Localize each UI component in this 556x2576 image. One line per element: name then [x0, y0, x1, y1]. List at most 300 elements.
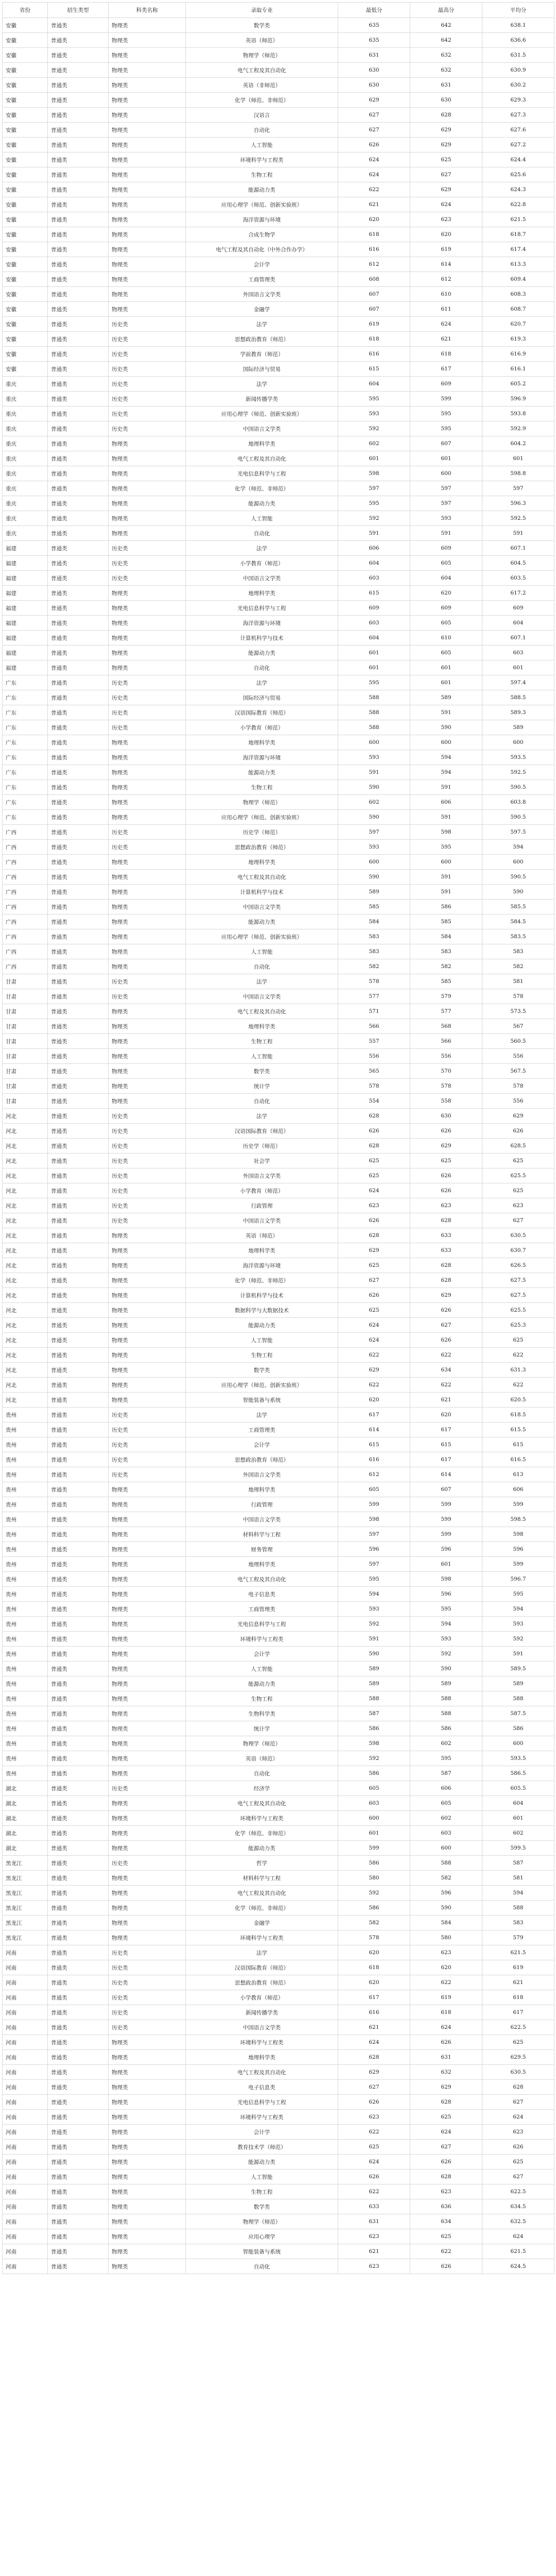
table-row: [3, 1990, 554, 2005]
cell-min-score: 589: [338, 1662, 410, 1676]
cell-enrollment-type: 普通类: [48, 1676, 109, 1691]
table-row: [3, 1243, 554, 1258]
cell-min-score: 626: [338, 1288, 410, 1303]
cell-subject-category: 物理类: [109, 660, 186, 675]
cell-subject-category: 物理类: [109, 1676, 186, 1691]
cell-major: 合成生物学: [186, 227, 338, 242]
cell-subject-category: 历史类: [109, 1198, 186, 1213]
cell-min-score: 627: [338, 1273, 410, 1288]
cell-min-score: 628: [338, 2050, 410, 2065]
cell-subject-category: 历史类: [109, 1856, 186, 1871]
cell-enrollment-type: 普通类: [48, 1841, 109, 1856]
cell-major: 化学（师范、非师范）: [186, 1273, 338, 1288]
cell-enrollment-type: 普通类: [48, 1109, 109, 1124]
cell-avg-score: 594: [482, 1886, 554, 1901]
cell-max-score: 621: [410, 332, 482, 347]
cell-major: 电气工程及其自动化: [186, 2065, 338, 2080]
cell-min-score: 566: [338, 1019, 410, 1034]
cell-avg-score: 594: [482, 840, 554, 855]
cell-subject-category: 物理类: [109, 1034, 186, 1049]
cell-major: 思想政治教育（师范）: [186, 332, 338, 347]
cell-major: 地理科学类: [186, 1557, 338, 1572]
cell-max-score: 612: [410, 272, 482, 287]
cell-major: 生物科学类: [186, 1706, 338, 1721]
cell-enrollment-type: 普通类: [48, 257, 109, 272]
cell-major: 工商管理类: [186, 272, 338, 287]
cell-max-score: 624: [410, 2125, 482, 2140]
cell-avg-score: 627.5: [482, 1273, 554, 1288]
cell-avg-score: 573.5: [482, 1004, 554, 1019]
cell-subject-category: 物理类: [109, 2184, 186, 2199]
header-subject-category: 科类名称: [109, 3, 186, 18]
cell-subject-category: 物理类: [109, 242, 186, 257]
cell-enrollment-type: 普通类: [48, 63, 109, 78]
cell-subject-category: 物理类: [109, 944, 186, 959]
cell-max-score: 597: [410, 496, 482, 511]
cell-major: 自动化: [186, 1094, 338, 1109]
cell-min-score: 592: [338, 421, 410, 436]
table-row: [3, 750, 554, 765]
cell-subject-category: 物理类: [109, 2065, 186, 2080]
cell-province: 河南: [3, 2035, 48, 2050]
cell-province: 贵州: [3, 1706, 48, 1721]
cell-avg-score: 624: [482, 2110, 554, 2125]
cell-enrollment-type: 普通类: [48, 1034, 109, 1049]
cell-avg-score: 626.5: [482, 1258, 554, 1273]
cell-subject-category: 历史类: [109, 1408, 186, 1422]
cell-avg-score: 621: [482, 1975, 554, 1990]
cell-subject-category: 物理类: [109, 1706, 186, 1721]
cell-max-score: 605: [410, 616, 482, 631]
cell-enrollment-type: 普通类: [48, 586, 109, 601]
cell-avg-score: 638.1: [482, 18, 554, 33]
cell-subject-category: 历史类: [109, 1437, 186, 1452]
cell-major: 能源动力类: [186, 1318, 338, 1333]
cell-max-score: 594: [410, 750, 482, 765]
cell-min-score: 586: [338, 1721, 410, 1736]
table-row: [3, 347, 554, 362]
cell-max-score: 602: [410, 1811, 482, 1826]
cell-province: 甘肃: [3, 1019, 48, 1034]
cell-avg-score: 607.1: [482, 631, 554, 646]
cell-subject-category: 物理类: [109, 2229, 186, 2244]
cell-min-score: 601: [338, 660, 410, 675]
cell-max-score: 629: [410, 138, 482, 152]
cell-avg-score: 628: [482, 2080, 554, 2095]
cell-min-score: 624: [338, 167, 410, 182]
cell-max-score: 626: [410, 2259, 482, 2274]
cell-subject-category: 物理类: [109, 63, 186, 78]
cell-min-score: 617: [338, 1408, 410, 1422]
cell-subject-category: 历史类: [109, 1422, 186, 1437]
cell-avg-score: 582: [482, 959, 554, 974]
cell-min-score: 586: [338, 1856, 410, 1871]
cell-min-score: 588: [338, 1691, 410, 1706]
cell-province: 贵州: [3, 1647, 48, 1662]
cell-max-score: 618: [410, 347, 482, 362]
table-row: [3, 1796, 554, 1811]
table-row: [3, 93, 554, 108]
cell-province: 广西: [3, 855, 48, 870]
cell-min-score: 590: [338, 870, 410, 885]
cell-subject-category: 物理类: [109, 2259, 186, 2274]
cell-min-score: 608: [338, 272, 410, 287]
cell-avg-score: 624.3: [482, 182, 554, 197]
cell-max-score: 627: [410, 167, 482, 182]
table-row: [3, 1617, 554, 1632]
cell-min-score: 595: [338, 496, 410, 511]
cell-enrollment-type: 普通类: [48, 1124, 109, 1139]
cell-min-score: 590: [338, 780, 410, 795]
table-row: [3, 1676, 554, 1691]
cell-enrollment-type: 普通类: [48, 2259, 109, 2274]
cell-major: 计算机科学与技术: [186, 631, 338, 646]
cell-province: 甘肃: [3, 974, 48, 989]
table-row: [3, 631, 554, 646]
table-row: [3, 944, 554, 959]
cell-avg-score: 605.2: [482, 377, 554, 392]
cell-max-score: 630: [410, 93, 482, 108]
cell-subject-category: 物理类: [109, 2050, 186, 2065]
cell-min-score: 607: [338, 302, 410, 317]
table-row: [3, 377, 554, 392]
cell-max-score: 626: [410, 2035, 482, 2050]
cell-min-score: 578: [338, 974, 410, 989]
cell-avg-score: 583: [482, 1916, 554, 1930]
cell-province: 广东: [3, 765, 48, 780]
cell-max-score: 626: [410, 1333, 482, 1348]
cell-major: 自动化: [186, 2259, 338, 2274]
cell-province: 河南: [3, 2244, 48, 2259]
cell-major: 能源动力类: [186, 914, 338, 929]
cell-major: 数据科学与大数据技术: [186, 1303, 338, 1318]
cell-min-score: 629: [338, 2065, 410, 2080]
table-row: [3, 406, 554, 421]
cell-province: 河北: [3, 1228, 48, 1243]
cell-min-score: 597: [338, 1557, 410, 1572]
table-row: [3, 690, 554, 705]
cell-subject-category: 物理类: [109, 1587, 186, 1602]
cell-subject-category: 物理类: [109, 152, 186, 167]
cell-province: 甘肃: [3, 1049, 48, 1064]
cell-min-score: 624: [338, 2155, 410, 2170]
table-row: [3, 1288, 554, 1303]
cell-avg-score: 604.5: [482, 556, 554, 571]
cell-enrollment-type: 普通类: [48, 406, 109, 421]
table-row: [3, 2020, 554, 2035]
table-row: [3, 1213, 554, 1228]
cell-min-score: 630: [338, 63, 410, 78]
cell-avg-score: 615.5: [482, 1422, 554, 1437]
cell-min-score: 629: [338, 1363, 410, 1378]
cell-province: 贵州: [3, 1602, 48, 1617]
cell-min-score: 580: [338, 1871, 410, 1886]
cell-max-score: 582: [410, 1871, 482, 1886]
table-row: [3, 197, 554, 212]
cell-province: 甘肃: [3, 1004, 48, 1019]
cell-min-score: 595: [338, 675, 410, 690]
cell-subject-category: 历史类: [109, 675, 186, 690]
cell-major: 中国语言文学类: [186, 989, 338, 1004]
cell-enrollment-type: 普通类: [48, 317, 109, 332]
cell-province: 贵州: [3, 1617, 48, 1632]
cell-avg-score: 625.5: [482, 1303, 554, 1318]
cell-province: 安徽: [3, 152, 48, 167]
table-row: [3, 496, 554, 511]
cell-province: 安徽: [3, 123, 48, 138]
cell-province: 广东: [3, 780, 48, 795]
cell-enrollment-type: 普通类: [48, 287, 109, 302]
cell-max-score: 586: [410, 900, 482, 914]
cell-province: 湖北: [3, 1811, 48, 1826]
cell-major: 外国语言文学类: [186, 1168, 338, 1183]
cell-enrollment-type: 普通类: [48, 1049, 109, 1064]
cell-subject-category: 历史类: [109, 1781, 186, 1796]
cell-avg-score: 629.3: [482, 93, 554, 108]
cell-major: 英语（非师范）: [186, 78, 338, 93]
cell-major: 海洋资源与环境: [186, 750, 338, 765]
table-row: [3, 1691, 554, 1706]
cell-subject-category: 物理类: [109, 1243, 186, 1258]
cell-subject-category: 物理类: [109, 167, 186, 182]
cell-max-score: 585: [410, 974, 482, 989]
cell-max-score: 628: [410, 1213, 482, 1228]
cell-min-score: 605: [338, 1482, 410, 1497]
cell-province: 河南: [3, 2259, 48, 2274]
cell-min-score: 633: [338, 2199, 410, 2214]
cell-max-score: 580: [410, 1930, 482, 1945]
cell-avg-score: 621.5: [482, 1945, 554, 1960]
cell-major: 小学教育（师范）: [186, 1183, 338, 1198]
cell-major: 中国语言文学类: [186, 900, 338, 914]
table-row: [3, 1422, 554, 1437]
cell-subject-category: 物理类: [109, 93, 186, 108]
cell-avg-score: 581: [482, 974, 554, 989]
cell-max-score: 595: [410, 406, 482, 421]
cell-max-score: 626: [410, 1168, 482, 1183]
cell-province: 广东: [3, 705, 48, 720]
cell-max-score: 629: [410, 123, 482, 138]
cell-avg-score: 625.6: [482, 167, 554, 182]
cell-min-score: 620: [338, 1975, 410, 1990]
cell-enrollment-type: 普通类: [48, 1452, 109, 1467]
cell-avg-score: 556: [482, 1094, 554, 1109]
cell-enrollment-type: 普通类: [48, 242, 109, 257]
cell-max-score: 627: [410, 1318, 482, 1333]
cell-min-score: 591: [338, 526, 410, 541]
cell-major: 数学类: [186, 1064, 338, 1079]
cell-enrollment-type: 普通类: [48, 1975, 109, 1990]
cell-max-score: 589: [410, 1676, 482, 1691]
table-row: [3, 586, 554, 601]
cell-enrollment-type: 普通类: [48, 2170, 109, 2184]
cell-subject-category: 物理类: [109, 765, 186, 780]
cell-subject-category: 物理类: [109, 436, 186, 451]
cell-enrollment-type: 普通类: [48, 1647, 109, 1662]
cell-major: 教育技术学（师范）: [186, 2140, 338, 2155]
cell-province: 河南: [3, 1990, 48, 2005]
cell-subject-category: 物理类: [109, 1766, 186, 1781]
cell-avg-score: 584.5: [482, 914, 554, 929]
cell-subject-category: 物理类: [109, 1901, 186, 1916]
cell-min-score: 593: [338, 840, 410, 855]
cell-subject-category: 物理类: [109, 526, 186, 541]
cell-subject-category: 历史类: [109, 1467, 186, 1482]
cell-major: 电气工程及其自动化（中外合作办学）: [186, 242, 338, 257]
cell-avg-score: 578: [482, 1079, 554, 1094]
cell-min-score: 616: [338, 2005, 410, 2020]
cell-enrollment-type: 普通类: [48, 705, 109, 720]
cell-major: 小学教育（师范）: [186, 1990, 338, 2005]
cell-max-score: 609: [410, 541, 482, 556]
cell-max-score: 634: [410, 2214, 482, 2229]
cell-max-score: 631: [410, 2050, 482, 2065]
cell-avg-score: 618.5: [482, 1408, 554, 1422]
cell-subject-category: 物理类: [109, 1632, 186, 1647]
cell-min-score: 592: [338, 1886, 410, 1901]
cell-min-score: 624: [338, 1333, 410, 1348]
cell-avg-score: 597: [482, 481, 554, 496]
table-row: [3, 78, 554, 93]
cell-avg-score: 631.5: [482, 48, 554, 63]
cell-enrollment-type: 普通类: [48, 392, 109, 406]
cell-province: 安徽: [3, 347, 48, 362]
cell-avg-score: 630.2: [482, 78, 554, 93]
cell-province: 河北: [3, 1154, 48, 1168]
cell-enrollment-type: 普通类: [48, 840, 109, 855]
cell-province: 贵州: [3, 1557, 48, 1572]
cell-major: 化学（师范、非师范）: [186, 1826, 338, 1841]
cell-avg-score: 625: [482, 2035, 554, 2050]
cell-avg-score: 598.8: [482, 466, 554, 481]
cell-subject-category: 物理类: [109, 1721, 186, 1736]
cell-subject-category: 历史类: [109, 392, 186, 406]
cell-major: 物理学（师范）: [186, 1736, 338, 1751]
table-row: [3, 900, 554, 914]
cell-province: 重庆: [3, 436, 48, 451]
cell-avg-score: 593.5: [482, 1751, 554, 1766]
table-row: [3, 1064, 554, 1079]
cell-avg-score: 605.5: [482, 1781, 554, 1796]
cell-max-score: 611: [410, 302, 482, 317]
cell-enrollment-type: 普通类: [48, 929, 109, 944]
cell-avg-score: 630.5: [482, 2065, 554, 2080]
cell-major: 地理科学类: [186, 1243, 338, 1258]
cell-min-score: 620: [338, 212, 410, 227]
cell-min-score: 556: [338, 1049, 410, 1064]
cell-max-score: 625: [410, 152, 482, 167]
cell-subject-category: 物理类: [109, 1049, 186, 1064]
cell-subject-category: 物理类: [109, 2095, 186, 2110]
cell-enrollment-type: 普通类: [48, 272, 109, 287]
cell-subject-category: 物理类: [109, 108, 186, 123]
cell-max-score: 579: [410, 989, 482, 1004]
cell-subject-category: 物理类: [109, 1303, 186, 1318]
cell-min-score: 622: [338, 1348, 410, 1363]
table-row: [3, 317, 554, 332]
cell-subject-category: 物理类: [109, 870, 186, 885]
cell-enrollment-type: 普通类: [48, 1303, 109, 1318]
cell-max-score: 615: [410, 1437, 482, 1452]
cell-min-score: 626: [338, 138, 410, 152]
table-row: [3, 1452, 554, 1467]
cell-avg-score: 627.3: [482, 108, 554, 123]
cell-min-score: 620: [338, 1945, 410, 1960]
cell-major: 物理学（师范）: [186, 795, 338, 810]
cell-max-score: 605: [410, 646, 482, 660]
cell-major: 英语（师范）: [186, 33, 338, 48]
cell-province: 贵州: [3, 1766, 48, 1781]
cell-min-score: 592: [338, 1751, 410, 1766]
cell-avg-score: 596.9: [482, 392, 554, 406]
cell-min-score: 614: [338, 1422, 410, 1437]
cell-enrollment-type: 普通类: [48, 810, 109, 825]
cell-province: 贵州: [3, 1452, 48, 1467]
cell-province: 重庆: [3, 511, 48, 526]
cell-min-score: 591: [338, 765, 410, 780]
cell-avg-score: 617: [482, 2005, 554, 2020]
cell-avg-score: 594: [482, 1602, 554, 1617]
table-row: [3, 825, 554, 840]
cell-subject-category: 历史类: [109, 2020, 186, 2035]
cell-enrollment-type: 普通类: [48, 302, 109, 317]
cell-avg-score: 620.5: [482, 1393, 554, 1408]
cell-max-score: 620: [410, 586, 482, 601]
cell-province: 福建: [3, 556, 48, 571]
cell-max-score: 624: [410, 2020, 482, 2035]
cell-major: 汉语国际教育（师范）: [186, 1124, 338, 1139]
cell-max-score: 609: [410, 601, 482, 616]
table-row: [3, 1019, 554, 1034]
cell-major: 自动化: [186, 1766, 338, 1781]
table-row: [3, 1632, 554, 1647]
table-row: [3, 1916, 554, 1930]
cell-major: 中国语言文学类: [186, 2020, 338, 2035]
cell-avg-score: 587: [482, 1856, 554, 1871]
cell-subject-category: 物理类: [109, 2170, 186, 2184]
cell-avg-score: 590.5: [482, 810, 554, 825]
cell-province: 重庆: [3, 481, 48, 496]
cell-min-score: 621: [338, 2020, 410, 2035]
table-row: [3, 885, 554, 900]
cell-enrollment-type: 普通类: [48, 1497, 109, 1512]
cell-enrollment-type: 普通类: [48, 78, 109, 93]
cell-min-score: 602: [338, 795, 410, 810]
cell-province: 广东: [3, 690, 48, 705]
cell-enrollment-type: 普通类: [48, 362, 109, 377]
cell-major: 地理科学类: [186, 586, 338, 601]
cell-avg-score: 590.5: [482, 870, 554, 885]
cell-avg-score: 609: [482, 601, 554, 616]
cell-enrollment-type: 普通类: [48, 1527, 109, 1542]
cell-subject-category: 物理类: [109, 1647, 186, 1662]
table-body: [3, 18, 554, 2274]
cell-avg-score: 621.5: [482, 2244, 554, 2259]
table-row: [3, 1258, 554, 1273]
cell-major: 化学（师范、非师范）: [186, 93, 338, 108]
cell-province: 福建: [3, 660, 48, 675]
cell-enrollment-type: 普通类: [48, 1228, 109, 1243]
cell-subject-category: 物理类: [109, 1363, 186, 1378]
cell-province: 贵州: [3, 1572, 48, 1587]
cell-avg-score: 607.1: [482, 541, 554, 556]
cell-max-score: 590: [410, 1901, 482, 1916]
cell-max-score: 629: [410, 2080, 482, 2095]
cell-max-score: 629: [410, 1139, 482, 1154]
cell-enrollment-type: 普通类: [48, 1019, 109, 1034]
cell-min-score: 625: [338, 1154, 410, 1168]
cell-enrollment-type: 普通类: [48, 765, 109, 780]
